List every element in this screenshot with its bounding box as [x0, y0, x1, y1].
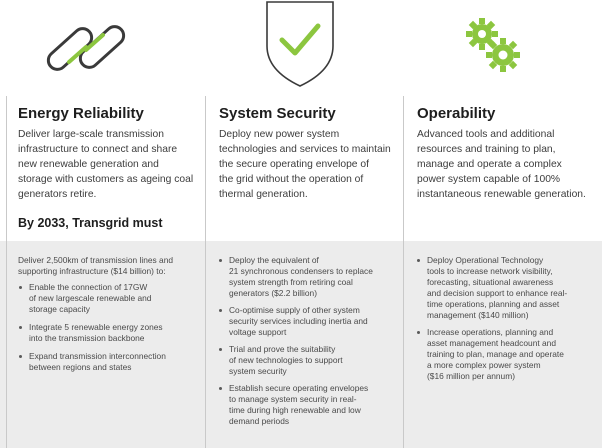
list-item: Increase operations, planning and asset management headcount and training to plan, manage and operate a more complex power system ($16 million per annum)	[416, 327, 567, 382]
list-item: Enable the connection of 17GW of new largescale renewable and storage capacity	[18, 282, 166, 315]
operability-bullet-list	[416, 255, 567, 382]
chain-link-icon	[36, 12, 136, 84]
energy-intro: Deliver 2,500km of transmission lines and supporting infrastructure ($14 billion) to:	[18, 255, 174, 276]
security-bullet-list	[218, 255, 373, 427]
gears-icon	[458, 14, 528, 74]
operability-title: Operability	[417, 105, 496, 122]
list-item: Deploy the equivalent of 21 synchronous condensers to replace system strength from retiring coal generators ($2.2 billion)	[218, 255, 373, 299]
energy-desc: Deliver large-scale transmission infrastructure to connect and share new renewable generation and storage with customers as ageing coal generators retire.	[18, 129, 194, 200]
security-desc: Deploy new power system technologies and services to maintain the secure operating envelope of the grid without the operation of thermal generation.	[219, 129, 391, 200]
list-item: Trial and prove the suitability of new technologies to support system security	[218, 344, 373, 377]
energy-bullet-list	[18, 282, 166, 373]
operability-desc: Advanced tools and additional resources and training to plan, manage and operate a complex power system capable of 100% instantaneous renewable generation.	[417, 129, 586, 200]
list-item: Deploy Operational Technology tools to increase network visibility, forecasting, situational awareness and decision support to enhance real- time operations, planning and asset management ($140 million)	[416, 255, 567, 321]
list-item: Establish secure operating envelopes to manage system security in real- time during high renewable and low demand periods	[218, 383, 373, 427]
list-item: Co-optimise supply of other system security services including inertia and voltage support	[218, 305, 373, 338]
must-heading: By 2033, Transgrid must	[18, 216, 163, 230]
shield-check-icon	[262, 0, 338, 90]
list-item: Integrate 5 renewable energy zones into the transmission backbone	[18, 322, 166, 344]
list-item: Expand transmission interconnection between regions and states	[18, 351, 166, 373]
energy-title: Energy Reliability	[18, 105, 144, 122]
security-title: System Security	[219, 105, 336, 122]
